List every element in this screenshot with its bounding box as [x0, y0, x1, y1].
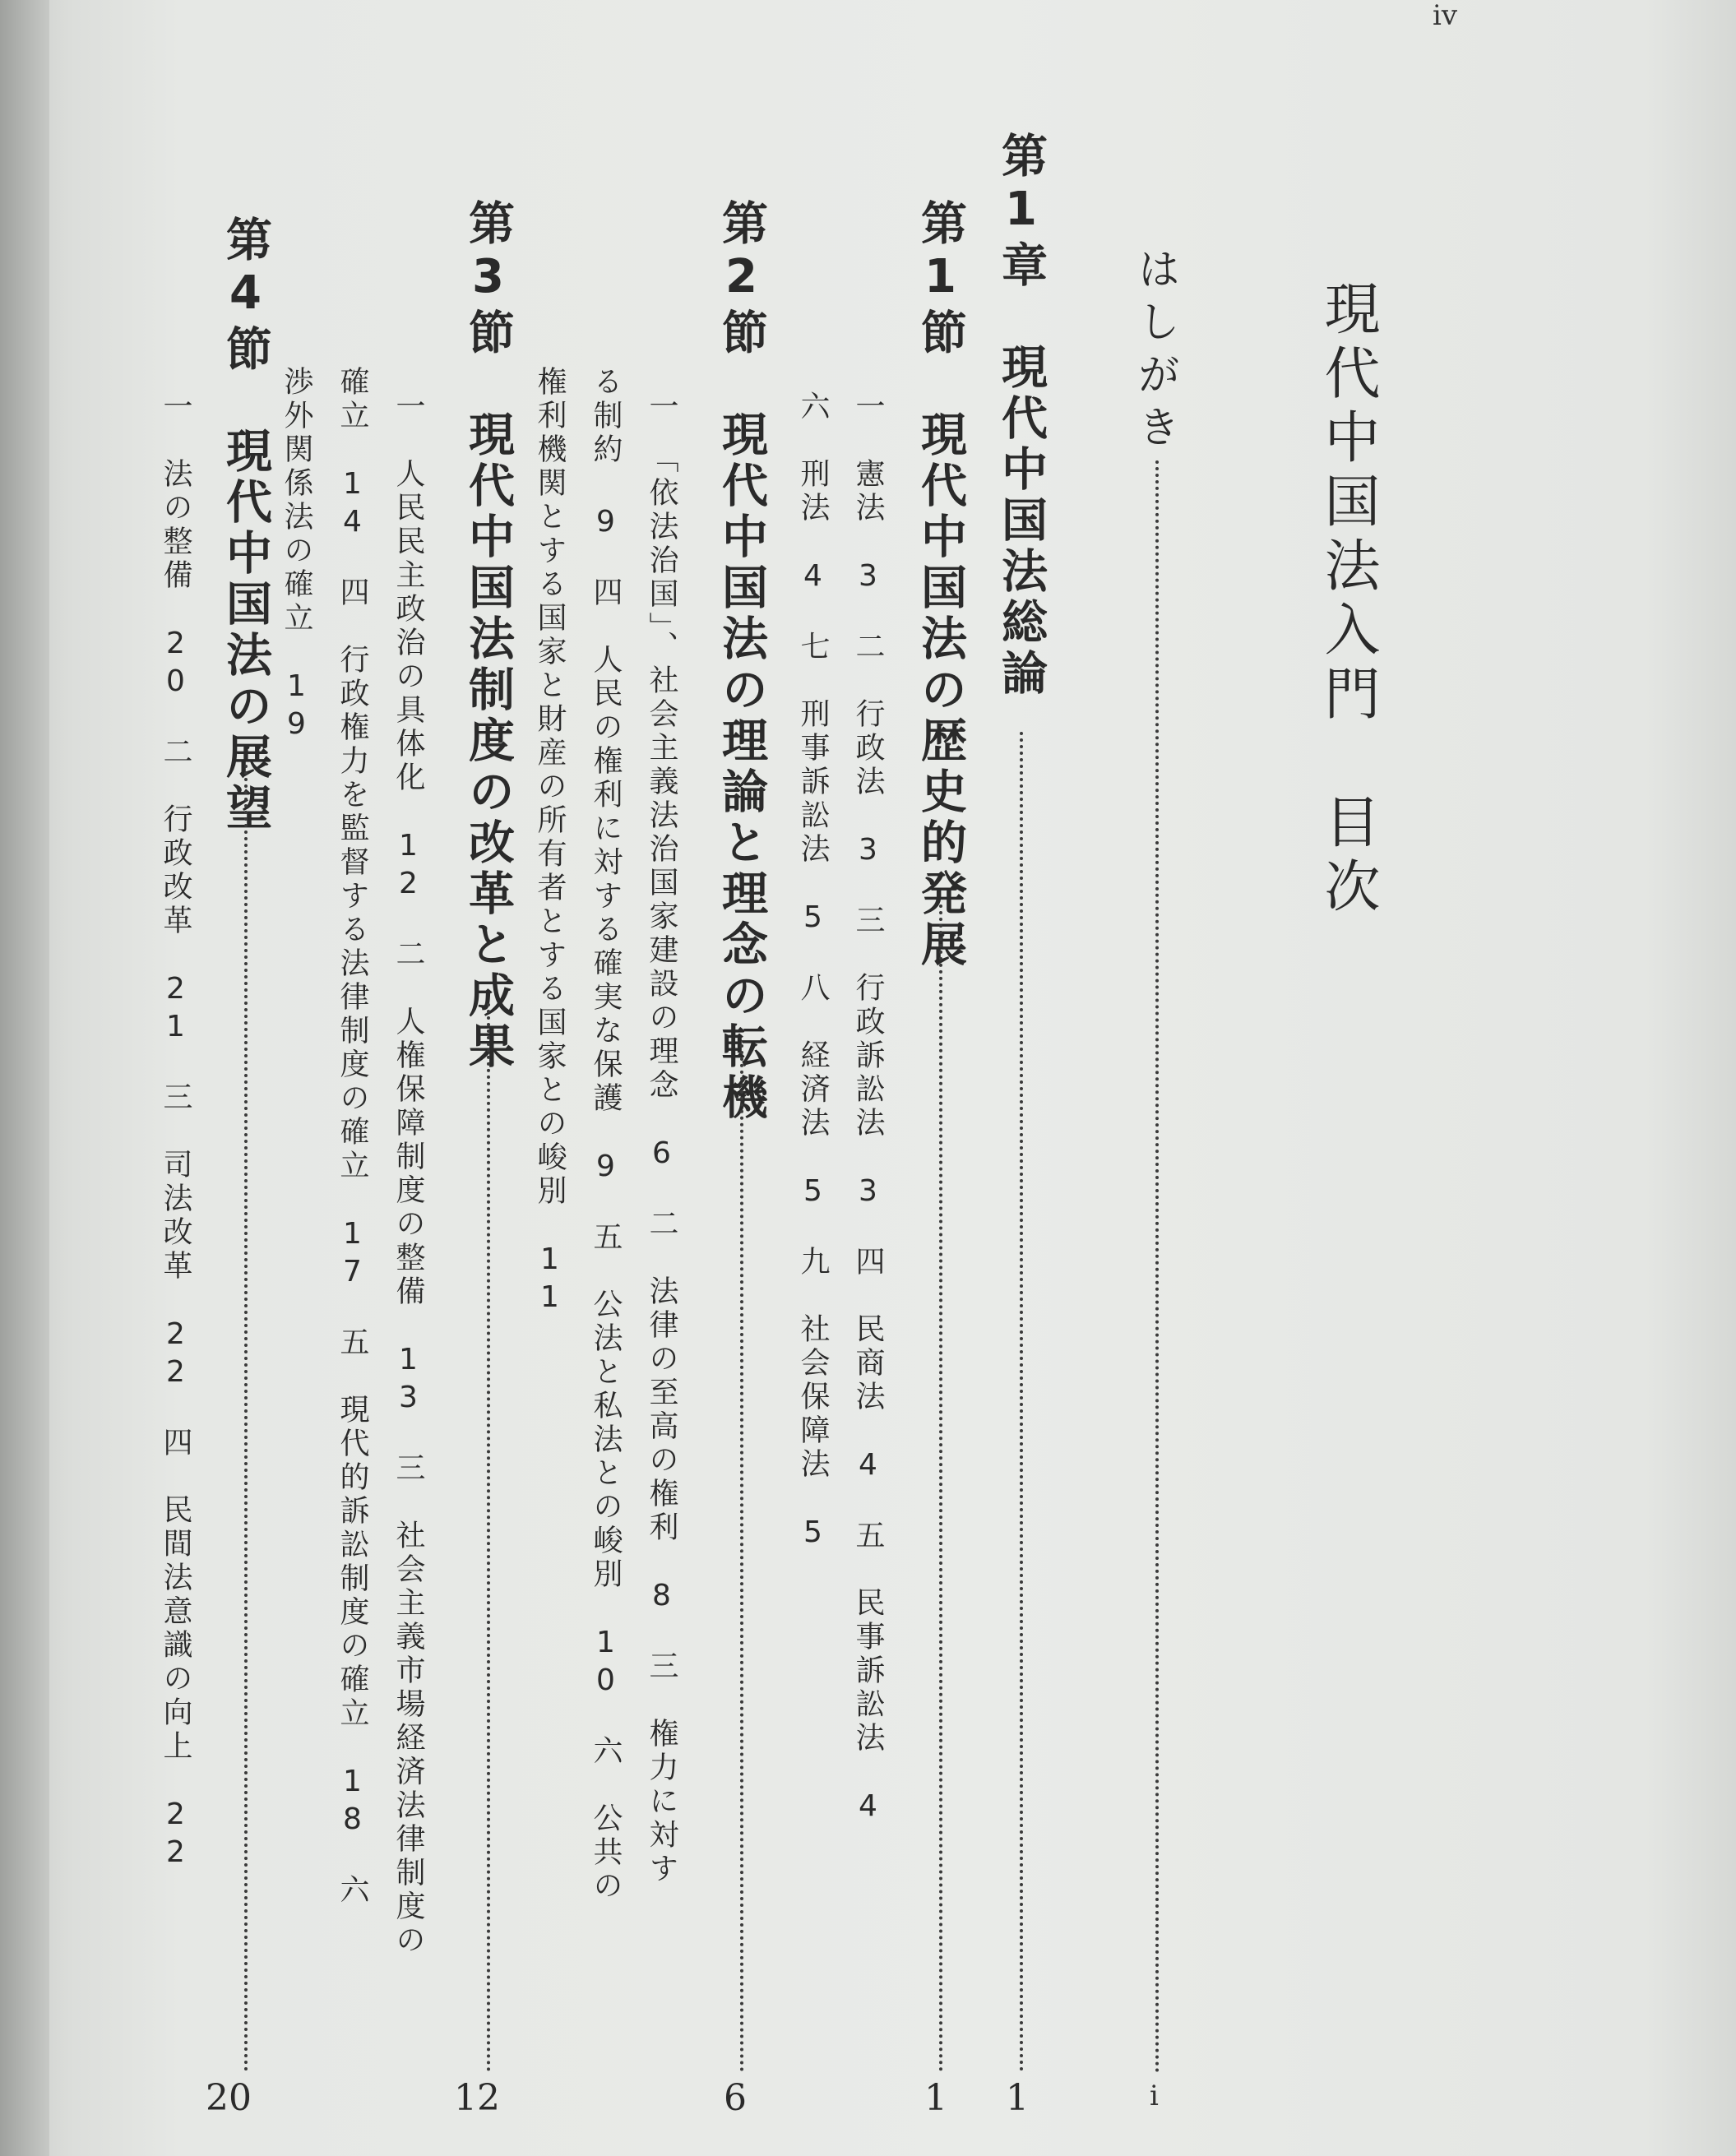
preface-page: i: [1150, 2080, 1159, 2112]
section3-leader: [487, 1003, 490, 2072]
section3-line-2: 確立 14 四 行政権力を監督する法律制度の確立 17 五 現代的訴訟制度の確立 18 六: [336, 366, 369, 1908]
section4-line-1: 一 法の整備 20 二 行政改革 21 三 司法改革 22 四 民間法意識の向上 22: [159, 391, 192, 1873]
section1-line-2: 六 刑法 4 七 刑事訴訟法 5 八 経済法 5 九 社会保障法 5: [796, 391, 830, 1553]
section4-leader: [244, 765, 248, 2072]
preface-label[interactable]: はしがき: [1130, 247, 1179, 457]
section4-heading[interactable]: 第4節 現代中国法の展望: [219, 215, 272, 835]
chapter-page: 1: [1006, 2077, 1029, 2119]
chapter-leader: [1020, 732, 1023, 2072]
section1-leader: [939, 905, 942, 2072]
section2-line-3: 権利機関とする国家と財産の所有者とする国家との峻別 11: [533, 366, 567, 1318]
section2-page: 6: [724, 2077, 747, 2119]
section3-line-3: 渉外関係法の確立 19: [280, 366, 313, 745]
page-title: 現代中国法入門 目次: [1315, 280, 1380, 921]
section4-page: 20: [206, 2077, 252, 2119]
section1-page: 1: [924, 2077, 947, 2119]
section3-page: 12: [454, 2077, 500, 2119]
section3-heading[interactable]: 第3節 現代中国法制度の改革と成果: [461, 199, 515, 1073]
page-number: iv: [1433, 0, 1458, 32]
book-gutter: [0, 0, 49, 2156]
section1-heading[interactable]: 第1節 現代中国法の歴史的発展: [914, 199, 967, 971]
chapter-heading[interactable]: 第1章 現代中国法総論: [994, 132, 1048, 700]
section2-heading[interactable]: 第2節 現代中国法の理論と理念の転機: [715, 199, 768, 1124]
preface-leader: [1155, 460, 1159, 2074]
section3-line-1: 一 人民民主政治の具体化 12 二 人権保障制度の整備 13 三 社会主義市場経済法律制度の: [391, 391, 425, 1958]
section1-line-1: 一 憲法 3 二 行政法 3 三 行政訴訟法 3 四 民商法 4 五 民事訴訟法 4: [851, 391, 885, 1827]
section2-line-2: る制約 9 四 人民の権利に対する確実な保護 9 五 公法と私法との峻別 10 六 公共の: [589, 366, 623, 1904]
section2-leader: [740, 1044, 743, 2072]
section2-line-1: 一 「依法治国」、社会主義法治国家建設の理念 6 二 法律の至高の権利 8 三 権力に対す: [645, 391, 678, 1886]
